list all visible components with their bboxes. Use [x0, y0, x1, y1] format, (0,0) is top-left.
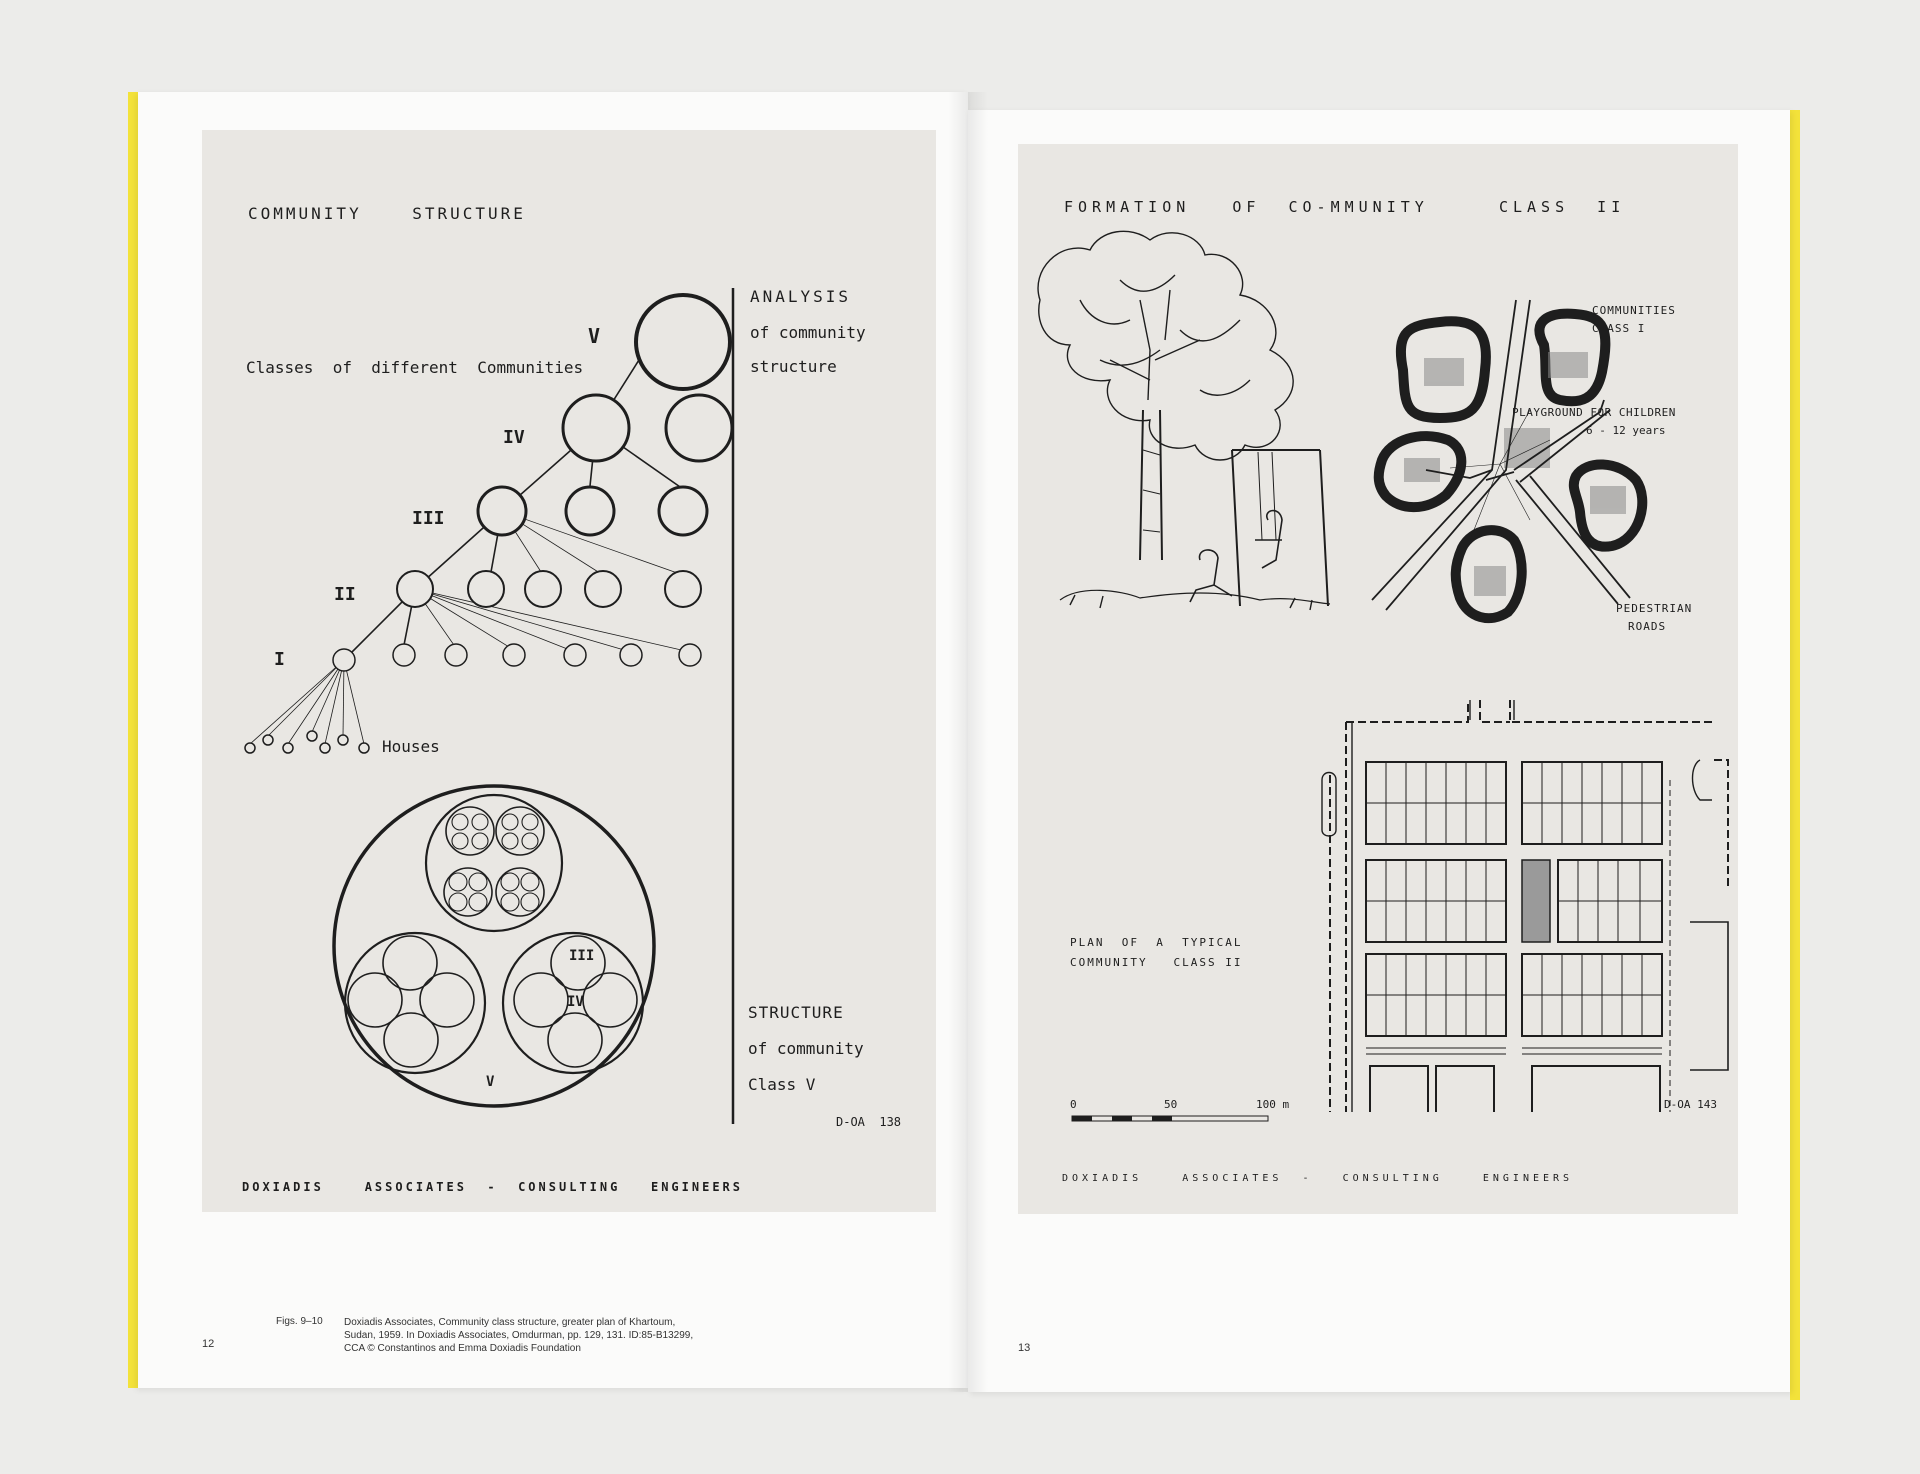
- tree-sketch: [1038, 231, 1330, 610]
- houses-label: Houses: [382, 737, 440, 756]
- analysis-sub1: of community: [750, 323, 866, 342]
- left-plate-code: D-OA 138: [836, 1115, 902, 1129]
- right-plate-footer: DOXIADIS ASSOCIATES - CONSULTING ENGINEERS: [1062, 1173, 1574, 1184]
- structure-sub1: of community: [748, 1039, 864, 1058]
- tree-edges: [250, 341, 690, 744]
- playground-label-1: PLAYGROUND FOR CHILDREN: [1512, 406, 1676, 419]
- left-plate-drawing: [242, 204, 901, 1194]
- caption-line-1: Doxiadis Associates, Community class structure, greater plan of Khartoum,: [344, 1317, 676, 1328]
- nested-community-diagram: [334, 786, 654, 1106]
- level-ii: II: [334, 584, 356, 605]
- pedestrian-label-1: PEDESTRIAN: [1616, 602, 1693, 615]
- structure-title: STRUCTURE: [748, 1003, 844, 1022]
- communities-label-1: COMMUNITIES: [1592, 304, 1676, 317]
- scale-50: 50: [1164, 1098, 1178, 1111]
- plan-label-1: PLAN OF A TYPICAL: [1070, 936, 1243, 949]
- structure-sub2: Class V: [748, 1075, 816, 1094]
- caption-line-2: Sudan, 1959. In Doxiadis Associates, Omdurman, pp. 129, 131. ID:85-B13299,: [344, 1330, 694, 1341]
- caption-line-3: CCA © Constantinos and Emma Doxiadis Foundation: [344, 1343, 581, 1354]
- plan-lots: [1366, 762, 1662, 1036]
- left-title: COMMUNITY STRUCTURE: [248, 204, 526, 223]
- level-iii: III: [412, 508, 445, 529]
- nested-label-v: V: [486, 1074, 495, 1090]
- level-iv: IV: [503, 427, 525, 448]
- level-i: I: [274, 649, 285, 670]
- caption-figs: Figs. 9–10: [276, 1316, 323, 1327]
- scale-bar: [1072, 1116, 1268, 1121]
- scale-0: 0: [1070, 1098, 1077, 1111]
- left-plate-footer: DOXIADIS ASSOCIATES - CONSULTING ENGINEERS: [242, 1180, 744, 1194]
- pedestrian-label-2: ROADS: [1628, 620, 1667, 633]
- right-plate-code: D-OA 143: [1664, 1098, 1717, 1111]
- classes-label: Classes of different Communities: [246, 358, 584, 377]
- right-title: FORMATION OF CO-MMUNITY CLASS II: [1064, 198, 1626, 216]
- page-number-left: 12: [202, 1338, 215, 1350]
- right-plate-drawing: [1038, 198, 1728, 1184]
- page-number-right: 13: [1018, 1342, 1031, 1354]
- nested-label-iv: IV: [567, 994, 584, 1010]
- figure-caption: [344, 1316, 724, 1355]
- scale-100: 100 m: [1256, 1098, 1290, 1111]
- communities-label-2: CLASS I: [1592, 322, 1646, 335]
- analysis-sub2: structure: [750, 357, 837, 376]
- nested-label-iii: III: [569, 948, 595, 964]
- level-v: V: [588, 324, 601, 348]
- plan-label-2: COMMUNITY CLASS II: [1070, 956, 1243, 969]
- communities-layout: [1372, 300, 1642, 618]
- analysis-title: ANALYSIS: [750, 287, 852, 306]
- community-plan: [1322, 700, 1728, 1112]
- playground-label-2: 6 - 12 years: [1586, 424, 1666, 437]
